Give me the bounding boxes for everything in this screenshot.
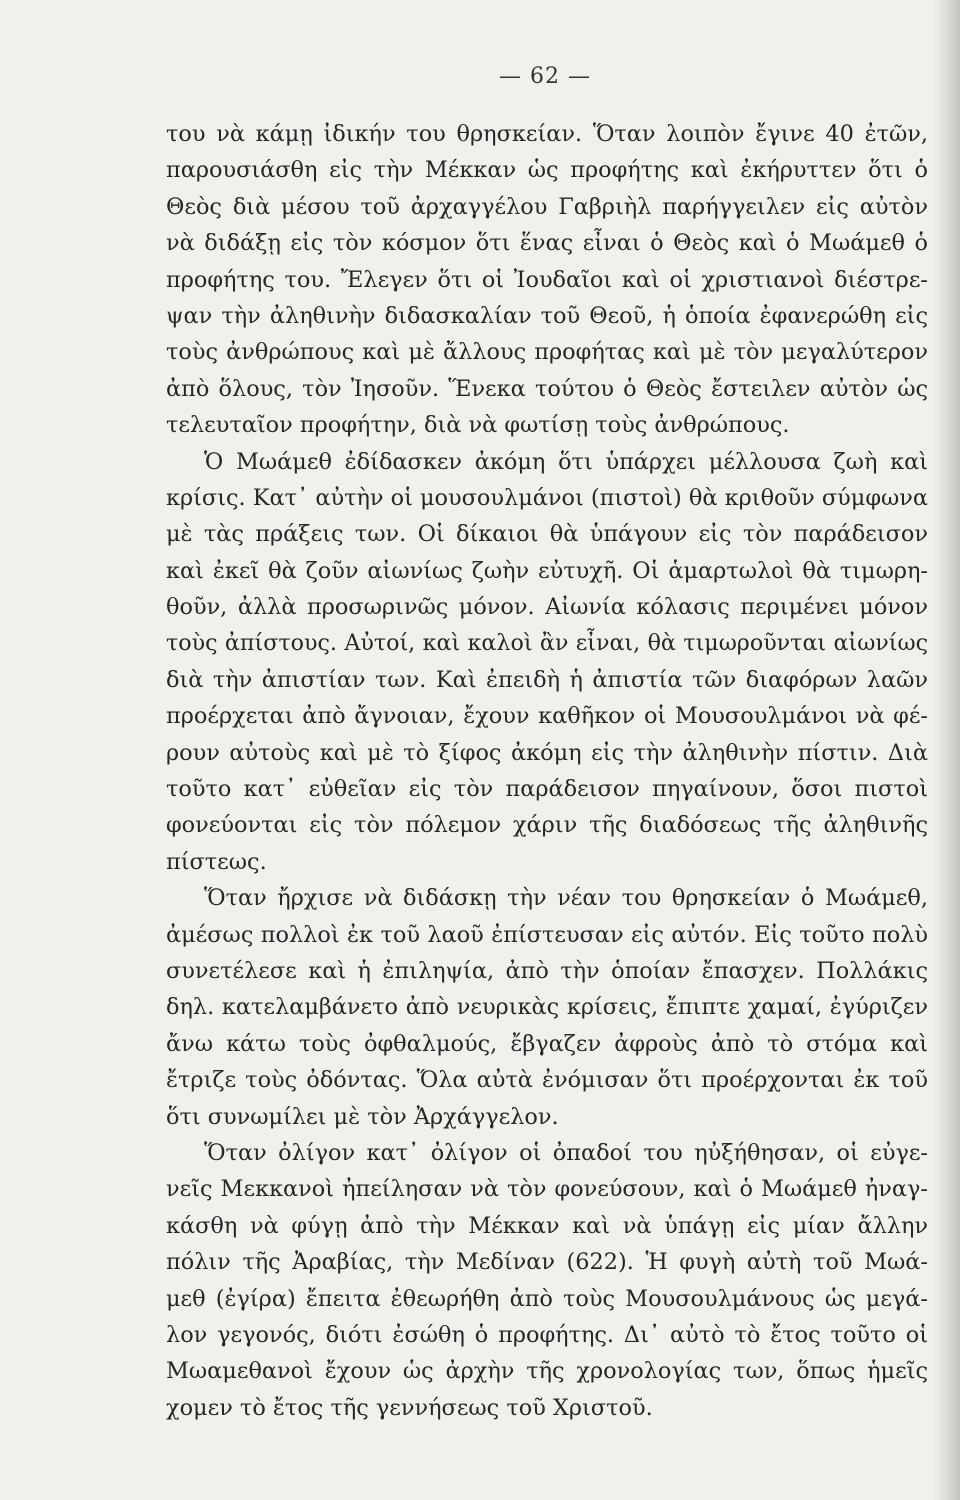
text-line: ρουν αὐτοὺς καὶ μὲ τὸ ξίφος ἀκόμη εἰς τὴν ἀληθινὴν πίστιν. Διὰ (166, 739, 928, 766)
text-line: ἄνω κάτω τοὺς ὀφθαλμούς, ἔβγαζεν ἀφροὺς ἀπὸ τὸ στόμα καὶ (166, 1030, 928, 1057)
text-line: ἀπὸ ὅλους, τὸν Ἰησοῦν. Ἕνεκα τούτου ὁ Θεὸς ἔστειλεν αὐτὸν ὡς (166, 375, 928, 402)
text-line: τελευταῖον προφήτην, διὰ νὰ φωτίσῃ τοὺς ἀνθρώπους. (166, 412, 790, 439)
text-line: θοῦν, ἀλλὰ προσωρινῶς μόνον. Αἰωνία κόλασις περιμένει μόνον (166, 594, 928, 621)
text-line: τοὺς ἀνθρώπους καὶ μὲ ἄλλους προφήτας καὶ μὲ τὸν μεγαλύτερον (166, 339, 928, 366)
text-line: Θεὸς διὰ μέσου τοῦ ἀρχαγγέλου Γαβριὴλ παρήγγειλεν εἰς αὐτὸν (166, 193, 928, 220)
text-line: νεῖς Μεκκανοὶ ἠπείλησαν νὰ τὸν φονεύσουν, καὶ ὁ Μωάμεθ ἠναγ- (166, 1176, 928, 1203)
text-line: κάσθη νὰ φύγῃ ἀπὸ τὴν Μέκκαν καὶ νὰ ὑπάγῃ εἰς μίαν ἄλλην (166, 1212, 928, 1239)
text-line: πίστεως. (166, 848, 267, 875)
text-line: του νὰ κάμῃ ἰδικήν του θρησκείαν. Ὅταν λοιπὸν ἔγινε 40 ἐτῶν, (166, 121, 928, 147)
text-line: φονεύονται εἰς τὸν πόλεμον χάριν τῆς διαδόσεως τῆς ἀληθινῆς (166, 812, 928, 839)
text-line: προέρχεται ἀπὸ ἄγνοιαν, ἔχουν καθῆκον οἱ Μουσουλμάνοι νὰ φέ- (166, 703, 928, 730)
text-line: καὶ ἐκεῖ θὰ ζοῦν αἰωνίως ζωὴν εὐτυχῆ. Οἱ ἁμαρτωλοὶ θὰ τιμωρη- (166, 557, 928, 584)
text-line: προφήτης του. Ἔλεγεν ὅτι οἱ Ἰουδαῖοι καὶ οἱ χριστιανοὶ διέστρε- (166, 266, 928, 293)
text-line: ψαν τὴν ἀληθινὴν διδασκαλίαν τοῦ Θεοῦ, ἡ ὁποία ἐφανερώθη εἰς (166, 302, 928, 329)
text-line: Ὅταν ἤρχισε νὰ διδάσκῃ τὴν νέαν του θρησκείαν ὁ Μωάμεθ, (204, 885, 928, 912)
text-line: ὅτι συνωμίλει μὲ τὸν Ἀρχάγγελον. (166, 1103, 559, 1130)
body-text (166, 116, 928, 1426)
text-line: μεθ (ἐγίρα) ἔπειτα ἐθεωρήθη ἀπὸ τοὺς Μουσουλμάνους ὡς μεγά- (166, 1285, 928, 1312)
text-line: τοῦτο κατ᾿ εὐθεῖαν εἰς τὸν παράδεισον πηγαίνουν, ὅσοι πιστοὶ (166, 776, 928, 803)
text-line: ἀμέσως πολλοὶ ἐκ τοῦ λαοῦ ἐπίστευσαν εἰς αὐτόν. Εἰς τοῦτο πολὺ (166, 921, 928, 948)
text-line: συνετέλεσε καὶ ἡ ἐπιληψία, ἀπὸ τὴν ὁποίαν ἔπασχεν. Πολλάκις (166, 957, 928, 984)
text-line: Μωαμεθανοὶ ἔχουν ὡς ἀρχὴν τῆς χρονολογίας των, ὅπως ἡμεῖς (166, 1358, 928, 1385)
text-line: λον γεγονός, διότι ἐσώθη ὁ προφήτης. Δι᾿ αὐτὸ τὸ ἔτος τοῦτο οἱ (166, 1321, 928, 1348)
page-number: — 62 — (499, 64, 591, 89)
text-line: ἔτριζε τοὺς ὀδόντας. Ὅλα αὐτὰ ἐνόμισαν ὅτι προέρχονται ἐκ τοῦ (166, 1067, 928, 1094)
text-line: τοὺς ἀπίστους. Αὐτοί, καὶ καλοὶ ἂν εἶναι, θὰ τιμωροῦνται αἰωνίως (166, 630, 928, 657)
text-line: Ὅταν ὀλίγον κατ᾿ ὀλίγον οἱ ὀπαδοί του ηὐξήθησαν, οἱ εὐγε- (204, 1139, 928, 1166)
page-edge-shadow (934, 0, 960, 1500)
text-line: χομεν τὸ ἔτος τῆς γεννήσεως τοῦ Χριστοῦ. (166, 1394, 653, 1421)
text-line: δηλ. κατελαμβάνετο ἀπὸ νευρικὰς κρίσεις, ἔπιπτε χαμαί, ἐγύριζεν (166, 994, 928, 1021)
text-line: πόλιν τῆς Ἀραβίας, τὴν Μεδίναν (622). Ἡ φυγὴ αὐτὴ τοῦ Μωά- (166, 1249, 928, 1276)
text-line: μὲ τὰς πράξεις των. Οἱ δίκαιοι θὰ ὑπάγουν εἰς τὸν παράδεισον (166, 521, 928, 548)
text-line: διὰ τὴν ἀπιστίαν των. Καὶ ἐπειδὴ ἡ ἀπιστία τῶν διαφόρων λαῶν (166, 666, 928, 693)
text-line: παρουσιάσθη εἰς τὴν Μέκκαν ὡς προφήτης καὶ ἐκήρυττεν ὅτι ὁ (166, 157, 928, 184)
text-line: Ὁ Μωάμεθ ἐδίδασκεν ἀκόμη ὅτι ὑπάρχει μέλλουσα ζωὴ καὶ (204, 448, 928, 475)
text-line: νὰ διδάξῃ εἰς τὸν κόσμον ὅτι ἕνας εἶναι ὁ Θεὸς καὶ ὁ Μωάμεθ ὁ (166, 230, 928, 257)
text-line: κρίσις. Κατ᾿ αὐτὴν οἱ μουσουλμάνοι (πιστοὶ) θὰ κριθοῦν σύμφωνα (166, 484, 928, 511)
